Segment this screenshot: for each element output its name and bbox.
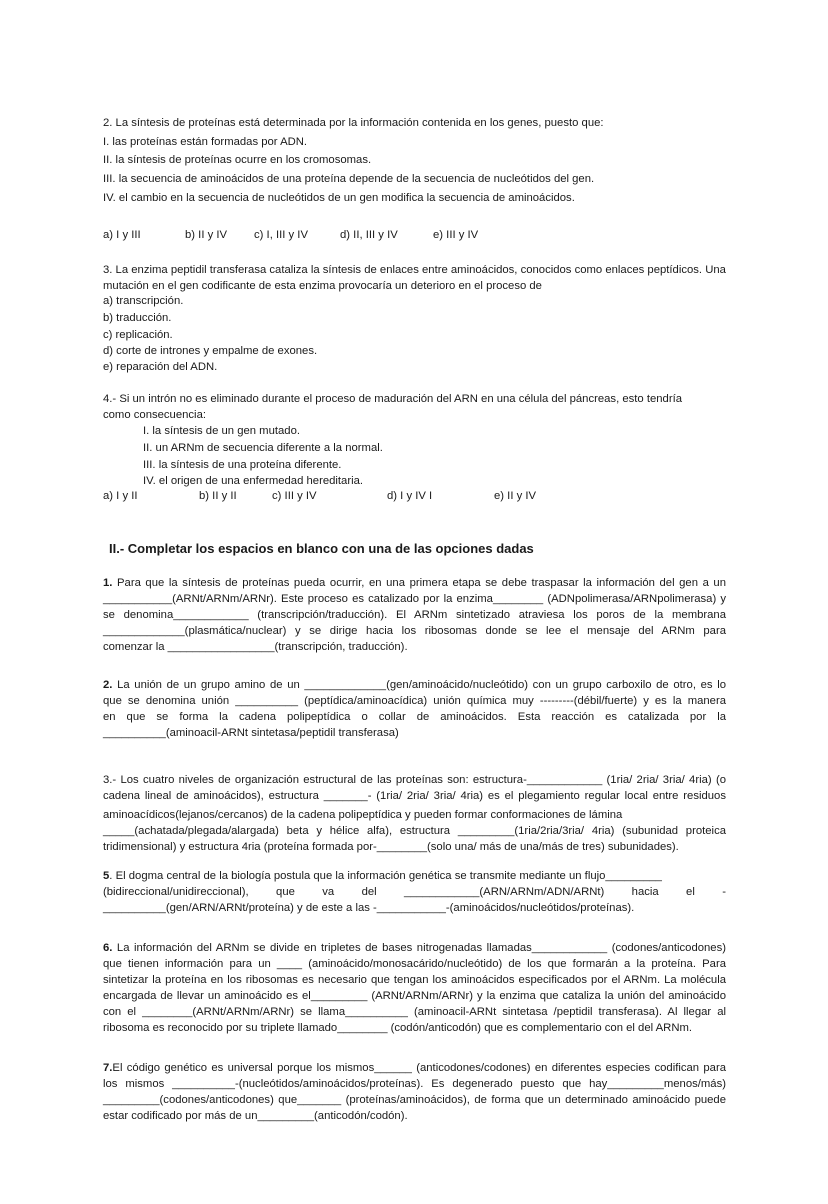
p2-line: 2. La unión de un grupo amino de un _____________(gen/aminoácido/nucleótido) con un grupo carboxilo de otro, es lo xyxy=(103,679,726,691)
p1-number: 1. xyxy=(103,577,113,589)
q4-stem: como consecuencia: xyxy=(103,409,206,421)
q2-option-a: a) I y III xyxy=(103,229,141,241)
p6-line: 6. La información del ARNm se divide en tripletes de bases nitrogenadas llamadas____________ (codones/anticodones) xyxy=(103,942,726,954)
p3-line: aminoacídicos(lejanos/cercanos) de la cadena polipeptídica y pueden formar conformaciones de lámina xyxy=(103,809,623,821)
p1-line: se denomina____________ (transcripción/traducción). El ARNm sintetizado atraviesa los poros de la membrana xyxy=(103,609,726,621)
q3-option-a: a) transcripción. xyxy=(103,295,184,307)
p7-line: estar codificado por más de un_________(anticodón/codón). xyxy=(103,1110,408,1122)
p6-line: que tienen información para un ____ (aminoácido/monosacárido/nucleótido) de los que formarán a la proteína. Para xyxy=(103,958,726,970)
p1-line: _____________(plasmática/nuclear) y se dirige hacia los ribosomas donde se lee el mensaje del ARNm para xyxy=(103,625,726,637)
p6-line: ribosoma es reconocido por su triplete llamado________ (codón/anticodón) que es complementario con el del ARNm. xyxy=(103,1022,693,1034)
q2-item: III. la secuencia de aminoácidos de una proteína depende de la secuencia de nucleótidos del gen. xyxy=(103,173,595,185)
q4-item: III. la síntesis de una proteína diferente. xyxy=(143,459,342,471)
p7-number: 7. xyxy=(103,1062,113,1074)
q4-item: II. un ARNm de secuencia diferente a la normal. xyxy=(143,442,383,454)
p5-line: (bidireccional/unidireccional), que va del ____________(ARN/ARNm/ADN/ARNt) hacia el - xyxy=(103,886,726,898)
q3-stem: mutación en el gen codificante de esta enzima provocaría un deterioro en el proceso de xyxy=(103,280,542,292)
q4-stem: 4.- Si un intrón no es eliminado durante el proceso de maduración del ARN en una célula del páncreas, esto tendría xyxy=(103,393,683,405)
p1-line: 1. Para que la síntesis de proteínas pueda ocurrir, en una primera etapa se debe traspasar la información del gen a un xyxy=(103,577,726,589)
q3-option-c: c) replicación. xyxy=(103,329,173,341)
q3-stem: 3. La enzima peptidil transferasa cataliza la síntesis de enlaces entre aminoácidos, conocidos como enlaces peptídicos. Una xyxy=(103,264,726,276)
p6-line: sintetizar la proteína en los ribosomas es necesario que tengan los aminoácidos especificados por el ARNm. La molécula xyxy=(103,974,726,986)
q4-item: IV. el origen de una enfermedad hereditaria. xyxy=(143,475,364,487)
q2-item: I. las proteínas están formadas por ADN. xyxy=(103,136,308,148)
p2-number: 2. xyxy=(103,679,113,691)
q2-option-d: d) II, III y IV xyxy=(340,229,398,241)
q4-item: I. la síntesis de un gen mutado. xyxy=(143,425,300,437)
p3-line: 3.- Los cuatro niveles de organización estructural de las proteínas son: estructura-____________ (1ria/ 2ria/ 3ria/ 4ria) (o xyxy=(103,774,726,786)
q4-option-e: e) II y IV xyxy=(494,490,537,502)
q2-item: II. la síntesis de proteínas ocurre en los cromosomas. xyxy=(103,154,372,166)
q2-stem: 2. La síntesis de proteínas está determinada por la información contenida en los genes, puesto que: xyxy=(103,117,604,129)
q4-options xyxy=(103,489,536,503)
p7-line: _________(codones/anticodones) que_______ (proteínas/aminoácidos), de forma que un determinado aminoácido puede xyxy=(103,1094,726,1106)
q4-option-a: a) I y II xyxy=(103,490,138,502)
section-title: II.- Completar los espacios en blanco con una de las opciones dadas xyxy=(109,541,534,556)
p2-line: __________(aminoacil-ARNt sintetasa/peptidil transferasa) xyxy=(103,727,399,739)
p5-line: __________(gen/ARN/ARNt/proteína) y de este a las -___________-(aminoácidos/nucleótidos/proteínas). xyxy=(103,902,635,914)
q4-option-b: b) II y II xyxy=(199,490,237,502)
p7-line: 7.El código genético es universal porque los mismos______ (anticodones/codones) en diferentes especies codifican para xyxy=(103,1062,726,1074)
q3-option-b: b) traducción. xyxy=(103,312,172,324)
p3-line: cadena lineal de aminoácidos), estructura _______- (1ria/ 2ria/ 3ria/ 4ria) es el plegamiento regular local entre residuos xyxy=(103,790,726,802)
q2-item: IV. el cambio en la secuencia de nucleótidos de un gen modifica la secuencia de aminoácidos. xyxy=(103,192,575,204)
p7-line: los mismos __________-(nucleótidos/aminoácidos/proteínas). Es degenerado puesto que hay_________menos/más) xyxy=(103,1078,726,1090)
q2-option-c: c) I, III y IV xyxy=(254,229,308,241)
q4-option-c: c) III y IV xyxy=(272,490,317,502)
q2-options xyxy=(103,228,478,242)
p6-line: con el ________(ARNt/ARNm/ARNr) se llama__________ (aminoacil-ARNt sintetasa /peptidil transferasa). Al llegar al xyxy=(103,1006,726,1018)
p5-number: 5 xyxy=(103,870,110,882)
p3-line: _____(achatada/plegada/alargada) beta y hélice alfa), estructura _________(1ria/2ria/3ria/ 4ria) (subunidad proteica xyxy=(103,825,726,837)
q3-option-d: d) corte de intrones y empalme de exones. xyxy=(103,345,318,357)
p5-line: 5. El dogma central de la biología postula que la información genética se transmite mediante un flujo_________ xyxy=(103,870,662,882)
p6-number: 6. xyxy=(103,942,113,954)
p3-line: tridimensional) y estructura 4ria (proteína formada por-________(solo una/ más de una/más de tres) subunidades). xyxy=(103,841,679,853)
p6-line: encargada de llevar un aminoácido es el_________ (ARNt/ARNm/ARNr) y la enzima que cataliza la unión del aminoácido xyxy=(103,990,726,1002)
p2-line: que se denomina unión __________ (peptídica/aminoacídica) unión química muy ---------(débil/fuerte) y es la manera xyxy=(103,695,726,707)
p1-line: ___________(ARNt/ARNm/ARNr). Este proceso es catalizado por la enzima________ (ADNpolimerasa/ARNpolimerasa) y xyxy=(103,593,726,605)
q2-option-b: b) II y IV xyxy=(185,229,228,241)
q4-option-d: d) I y IV I xyxy=(387,490,433,502)
q3-option-e: e) reparación del ADN. xyxy=(103,361,218,373)
p1-line: comenzar la _________________(transcripción, traducción). xyxy=(103,641,408,653)
q2-option-e: e) III y IV xyxy=(433,229,479,241)
p2-line: en que se forma la cadena polipeptídica o collar de aminoácidos. Esta reacción es catalizada por la xyxy=(103,711,726,723)
